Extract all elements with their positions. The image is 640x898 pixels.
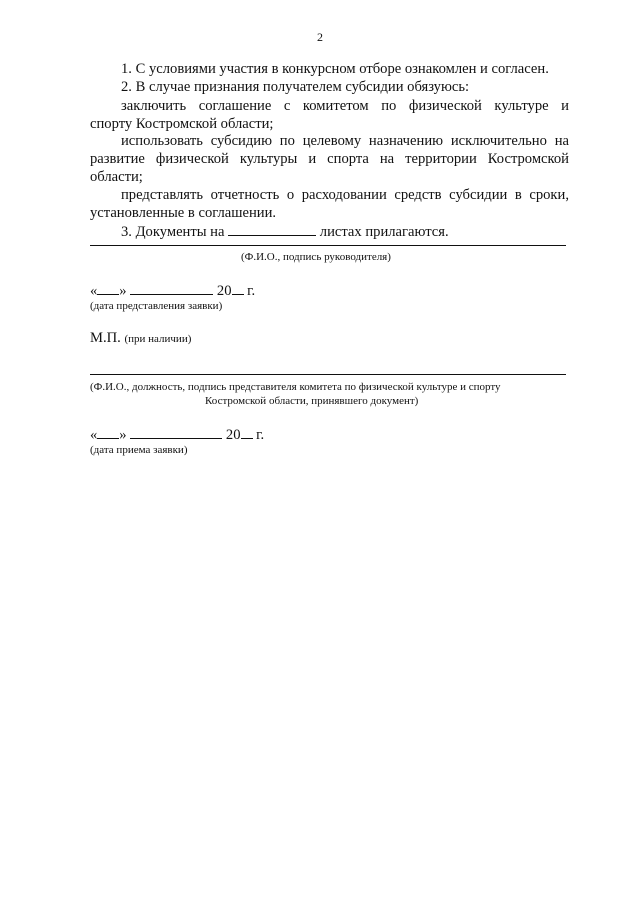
receipt-date-close-quote: » — [119, 427, 127, 443]
obligation-3-line-2: установленные в соглашении. — [90, 205, 277, 221]
head-signature-line — [90, 245, 566, 246]
obligation-2-line-1: использовать субсидию по целевому назначению исключительно на — [121, 133, 569, 149]
committee-caption-line-2: Костромской области, принявшего документ) — [205, 395, 419, 407]
receipt-date-line — [90, 426, 264, 444]
obligation-1-line-1: заключить соглашение с комитетом по физической культуре и — [121, 98, 569, 114]
stamp-label: М.П. — [90, 330, 121, 346]
sheet-count-blank — [228, 223, 316, 236]
submission-date-line — [90, 282, 255, 300]
receipt-year-suffix: г. — [256, 427, 265, 443]
obligation-2-line-3: области; — [90, 169, 143, 185]
submission-year-blank — [232, 282, 244, 295]
obligation-1-line-2: спорту Костромской области; — [90, 116, 274, 132]
receipt-year-prefix: 20 — [225, 427, 241, 443]
receipt-date-open-quote: « — [90, 427, 98, 443]
receipt-date-caption: (дата приема заявки) — [90, 444, 188, 456]
committee-signature-line — [90, 374, 566, 375]
receipt-year-blank — [241, 426, 253, 439]
clause-3 — [121, 223, 449, 241]
page-number: 2 — [317, 30, 323, 44]
obligation-2-line-2: развитие физической культуры и спорта на территории Костромской — [90, 151, 569, 167]
submission-date-close-quote: » — [119, 283, 127, 299]
submission-date-open-quote: « — [90, 283, 98, 299]
obligation-3-line-1: представлять отчетность о расходовании средств субсидии в сроки, — [121, 187, 569, 203]
receipt-day-blank — [97, 426, 119, 439]
submission-day-blank — [97, 282, 119, 295]
clause-3-prefix: 3. Документы на — [121, 224, 225, 240]
committee-caption-line-1: (Ф.И.О., должность, подпись представителя комитета по физической культуре и спорту — [90, 381, 501, 393]
head-signature-caption: (Ф.И.О., подпись руководителя) — [241, 251, 391, 263]
submission-year-prefix: 20 — [216, 283, 232, 299]
clause-1: 1. С условиями участия в конкурсном отборе ознакомлен и согласен. — [121, 61, 549, 77]
submission-year-suffix: г. — [247, 283, 256, 299]
stamp-note: (при наличии) — [124, 333, 192, 345]
receipt-month-blank — [130, 426, 222, 439]
stamp-line — [90, 329, 191, 348]
clause-3-suffix: листах прилагаются. — [319, 224, 449, 240]
submission-month-blank — [130, 282, 213, 295]
clause-2: 2. В случае признания получателем субсидии обязуюсь: — [121, 79, 470, 95]
submission-date-caption: (дата представления заявки) — [90, 300, 223, 312]
